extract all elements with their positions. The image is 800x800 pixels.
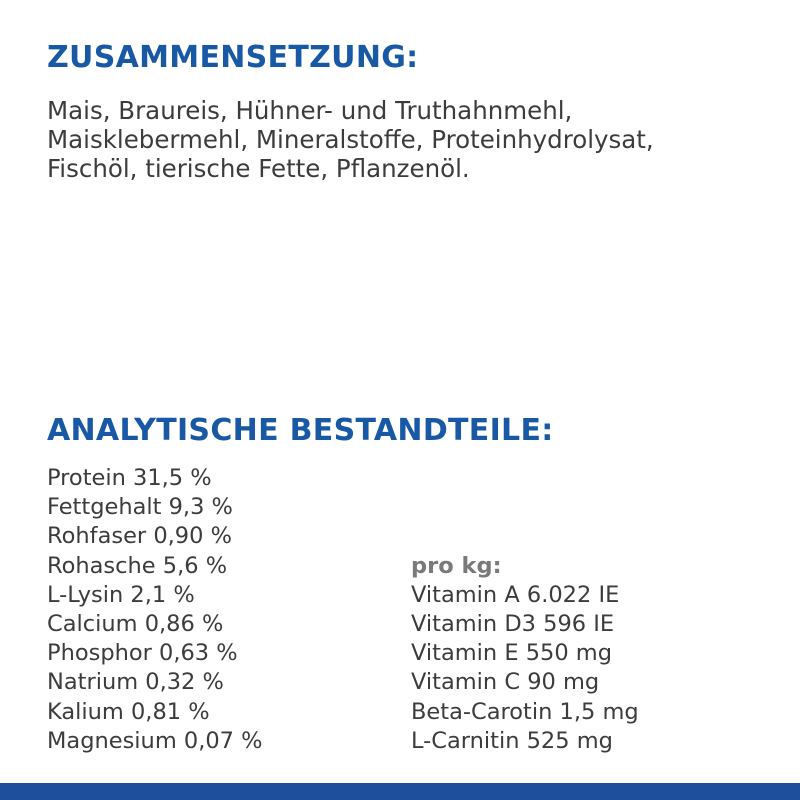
additive-item: Vitamin A 6.022 IE bbox=[411, 581, 620, 608]
spacer bbox=[411, 464, 639, 552]
composition-heading: ZUSAMMENSETZUNG: bbox=[47, 40, 419, 75]
constituent-item: Rohasche 5,6 % bbox=[47, 552, 228, 579]
constituent-item: Fettgehalt 9,3 % bbox=[47, 494, 233, 521]
per-kg-label: pro kg: bbox=[411, 552, 502, 579]
analysis-heading: ANALYTISCHE BESTANDTEILE: bbox=[47, 413, 554, 448]
analytical-constituents-list bbox=[47, 464, 263, 756]
composition-line: Maisklebermehl, Mineralstoffe, Proteinhydrolysat, bbox=[47, 125, 654, 154]
constituent-item: Protein 31,5 % bbox=[47, 465, 212, 491]
additive-item: L-Carnitin 525 mg bbox=[411, 727, 613, 754]
constituent-item: Natrium 0,32 % bbox=[47, 669, 224, 696]
additive-item: Beta-Carotin 1,5 mg bbox=[411, 698, 639, 725]
constituent-item: Magnesium 0,07 % bbox=[47, 727, 263, 754]
constituent-item: Rohfaser 0,90 % bbox=[47, 523, 232, 550]
composition-text bbox=[47, 96, 767, 183]
additive-item: Vitamin E 550 mg bbox=[411, 640, 613, 667]
composition-line: Mais, Braureis, Hühner- und Truthahnmehl, bbox=[47, 96, 573, 125]
additive-item: Vitamin C 90 mg bbox=[411, 669, 600, 696]
constituent-item: Phosphor 0,63 % bbox=[47, 640, 238, 667]
constituent-item: L-Lysin 2,1 % bbox=[47, 581, 195, 608]
constituent-item: Calcium 0,86 % bbox=[47, 610, 224, 637]
footer-bar bbox=[0, 783, 800, 800]
per-kg-list bbox=[411, 464, 639, 756]
composition-line: Fischöl, tierische Fette, Pflanzenöl. bbox=[47, 154, 470, 183]
constituent-item: Kalium 0,81 % bbox=[47, 698, 210, 725]
additive-item: Vitamin D3 596 IE bbox=[411, 610, 615, 637]
